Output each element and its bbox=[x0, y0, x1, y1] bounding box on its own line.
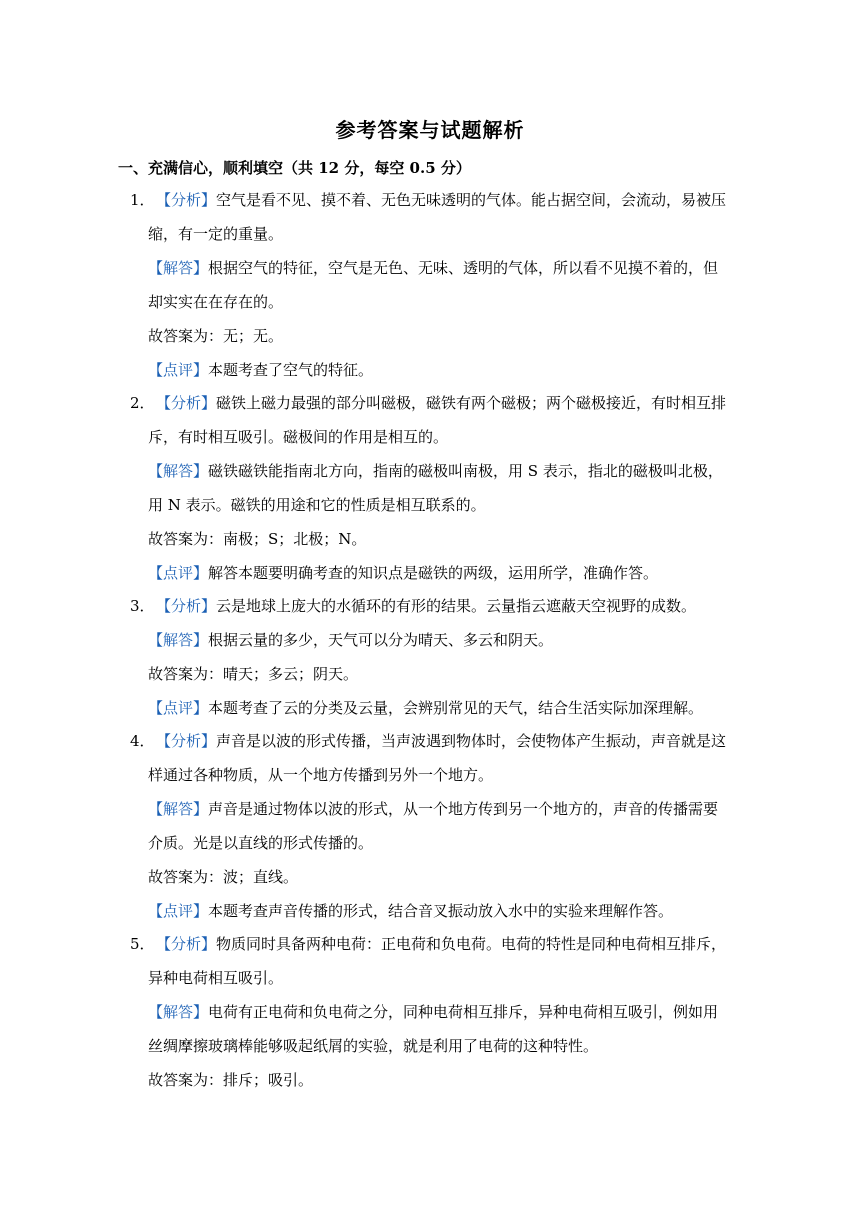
question-5-answer-line-1: 【解答】电荷有正电荷和负电荷之分，同种电荷相互排斥，异种电荷相互吸引，例如用 bbox=[148, 1003, 719, 1021]
answer-tag: 【解答】 bbox=[148, 259, 209, 277]
analysis-tag: 【分析】 bbox=[156, 597, 217, 615]
analysis-tag: 【分析】 bbox=[156, 191, 217, 209]
comment-tag: 【点评】 bbox=[148, 564, 209, 582]
analysis-tag: 【分析】 bbox=[156, 394, 217, 412]
question-number: 3． bbox=[130, 597, 155, 615]
question-1-analysis-line-2: 缩，有一定的重量。 bbox=[148, 225, 284, 243]
question-5-result: 故答案为：排斥；吸引。 bbox=[148, 1071, 314, 1089]
question-2-answer-line-2: 用 N 表示。磁铁的用途和它的性质是相互联系的。 bbox=[148, 496, 486, 514]
section-heading: 一、充满信心，顺利填空（共 12 分，每空 0.5 分） bbox=[118, 159, 471, 177]
question-1-analysis-line-1: 1．【分析】空气是看不见、摸不着、无色无味透明的气体。能占据空间，会流动，易被压 bbox=[130, 191, 727, 209]
question-5-analysis-line-1: 5．【分析】物质同时具备两种电荷：正电荷和负电荷。电荷的特性是同种电荷相互排斥， bbox=[130, 935, 727, 953]
question-2-result: 故答案为：南极；S；北极；N。 bbox=[148, 530, 367, 548]
question-2-answer-line-1: 【解答】磁铁磁铁能指南北方向，指南的磁极叫南极，用 S 表示，指北的磁极叫北极， bbox=[148, 462, 723, 480]
analysis-tag: 【分析】 bbox=[156, 935, 217, 953]
answer-tag: 【解答】 bbox=[148, 800, 209, 818]
question-5-analysis-line-2: 异种电荷相互吸引。 bbox=[148, 969, 284, 987]
question-4-comment: 【点评】本题考查声音传播的形式，结合音叉振动放入水中的实验来理解作答。 bbox=[148, 902, 674, 920]
question-5-answer-line-2: 丝绸摩擦玻璃棒能够吸起纸屑的实验，就是利用了电荷的这种特性。 bbox=[148, 1037, 599, 1055]
question-4-answer-line-2: 介质。光是以直线的形式传播的。 bbox=[148, 834, 374, 852]
question-number: 1． bbox=[130, 191, 155, 209]
question-2-analysis-line-1: 2．【分析】磁铁上磁力最强的部分叫磁极，磁铁有两个磁极；两个磁极接近，有时相互排 bbox=[130, 394, 727, 412]
question-3-analysis-line-1: 3．【分析】云是地球上庞大的水循环的有形的结果。云量指云遮蔽天空视野的成数。 bbox=[130, 597, 697, 615]
analysis-tag: 【分析】 bbox=[156, 732, 217, 750]
question-3-result: 故答案为：晴天；多云；阴天。 bbox=[148, 665, 359, 683]
question-4-analysis-line-2: 样通过各种物质，从一个地方传播到另外一个地方。 bbox=[148, 766, 494, 784]
comment-tag: 【点评】 bbox=[148, 361, 209, 379]
question-1-result: 故答案为：无；无。 bbox=[148, 327, 284, 345]
question-1-answer-line-2: 却实实在在存在的。 bbox=[148, 293, 284, 311]
page-title: 参考答案与试题解析 bbox=[335, 118, 525, 142]
answer-tag: 【解答】 bbox=[148, 462, 209, 480]
comment-tag: 【点评】 bbox=[148, 902, 209, 920]
question-1-answer-line-1: 【解答】根据空气的特征，空气是无色、无味、透明的气体，所以看不见摸不着的，但 bbox=[148, 259, 719, 277]
answer-tag: 【解答】 bbox=[148, 1003, 209, 1021]
question-4-analysis-line-1: 4．【分析】声音是以波的形式传播，当声波遇到物体时，会使物体产生振动，声音就是这 bbox=[130, 732, 727, 750]
question-2-analysis-line-2: 斥，有时相互吸引。磁极间的作用是相互的。 bbox=[148, 428, 449, 446]
question-3-comment: 【点评】本题考查了云的分类及云量，会辨别常见的天气，结合生活实际加深理解。 bbox=[148, 699, 704, 717]
question-number: 2． bbox=[130, 394, 155, 412]
answer-tag: 【解答】 bbox=[148, 631, 209, 649]
question-number: 5． bbox=[130, 935, 155, 953]
comment-tag: 【点评】 bbox=[148, 699, 209, 717]
question-1-comment: 【点评】本题考查了空气的特征。 bbox=[148, 361, 374, 379]
question-2-comment: 【点评】解答本题要明确考查的知识点是磁铁的两级，运用所学，准确作答。 bbox=[148, 564, 659, 582]
question-4-answer-line-1: 【解答】声音是通过物体以波的形式，从一个地方传到另一个地方的，声音的传播需要 bbox=[148, 800, 719, 818]
question-3-answer-line-1: 【解答】根据云量的多少，天气可以分为晴天、多云和阴天。 bbox=[148, 631, 554, 649]
question-4-result: 故答案为：波；直线。 bbox=[148, 868, 299, 886]
question-number: 4． bbox=[130, 732, 155, 750]
